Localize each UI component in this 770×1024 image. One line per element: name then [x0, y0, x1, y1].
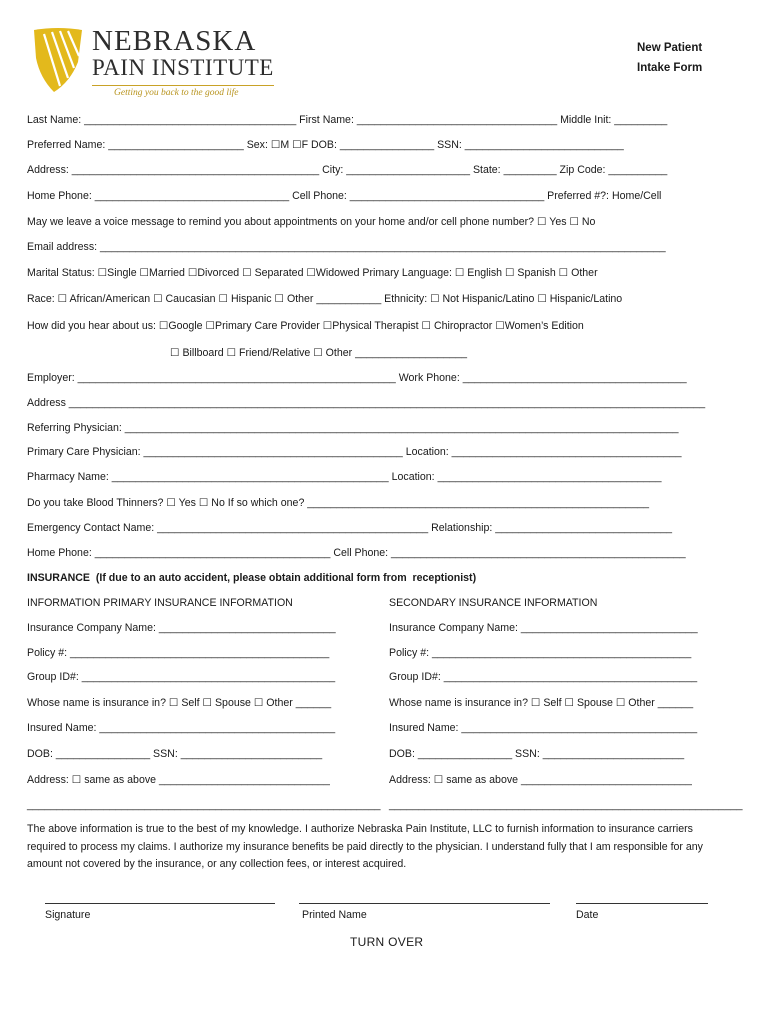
date-line[interactable]	[576, 903, 708, 904]
primary-insurance-title: INFORMATION PRIMARY INSURANCE INFORMATION	[27, 597, 293, 609]
primary-address-line-2[interactable]: ____________________________________________________________	[27, 799, 381, 811]
secondary-address-line-2[interactable]: ____________________________________________________________	[389, 799, 743, 811]
heard-about-field[interactable]: How did you hear about us: ☐Google ☐Primary Care Provider ☐Physical Therapist ☐ Chiropractor ☐Women’s Edition	[27, 320, 584, 332]
marital-status-field[interactable]: Marital Status: ☐Single ☐Married ☐Divorced ☐ Separated ☐Widowed Primary Language: ☐ English ☐ Spanish ☐ Other	[27, 267, 598, 279]
shield-stripes-icon	[30, 26, 86, 96]
home-phone-field[interactable]: Home Phone: _________________________________ Cell Phone: _________________________________ Preferred #?: Home/Cell	[27, 190, 662, 202]
signature-label: Signature	[45, 909, 91, 921]
logo-name-line1: NEBRASKA	[92, 25, 257, 57]
heard-about-field-2[interactable]: ☐ Billboard ☐ Friend/Relative ☐ Other ___________________	[170, 347, 468, 359]
printed-name-line[interactable]	[299, 903, 550, 904]
primary-address-field[interactable]: Address: ☐ same as above _____________________________	[27, 774, 330, 786]
last-name-field[interactable]: Last Name: ____________________________________ First Name: __________________________________ Middle Init: _________	[27, 114, 668, 126]
nebraska-pain-institute-logo	[30, 22, 280, 104]
primary-whose-field[interactable]: Whose name is insurance in? ☐ Self ☐ Spouse ☐ Other ______	[27, 697, 332, 709]
secondary-company-field[interactable]: Insurance Company Name: ______________________________	[389, 622, 698, 634]
pharmacy-field[interactable]: Pharmacy Name: _______________________________________________ Location: ______________________________________	[27, 471, 662, 483]
secondary-group-field[interactable]: Group ID#: ___________________________________________	[389, 671, 698, 683]
employer-field[interactable]: Employer: ______________________________________________________ Work Phone: ______________________________________	[27, 372, 687, 384]
primary-group-field[interactable]: Group ID#: ___________________________________________	[27, 671, 336, 683]
primary-dob-ssn-field[interactable]: DOB: ________________ SSN: ________________________	[27, 748, 323, 760]
home-phone-2-field[interactable]: Home Phone: ________________________________________ Cell Phone: __________________________________________________	[27, 547, 686, 559]
secondary-whose-field[interactable]: Whose name is insurance in? ☐ Self ☐ Spouse ☐ Other ______	[389, 697, 694, 709]
referring-physician-field[interactable]: Referring Physician: ______________________________________________________________________________________________	[27, 422, 679, 434]
date-label: Date	[576, 909, 599, 921]
primary-company-field[interactable]: Insurance Company Name: ______________________________	[27, 622, 336, 634]
preferred-name-field[interactable]: Preferred Name: _______________________ Sex: ☐M ☐F DOB: ________________ SSN: ___________________________	[27, 139, 624, 151]
form-title-line2: Intake Form	[637, 62, 703, 74]
emergency-contact-field[interactable]: Emergency Contact Name: ______________________________________________ Relationship: ______________________________	[27, 522, 673, 534]
form-title-line1: New Patient	[637, 42, 703, 54]
logo-divider	[92, 85, 274, 86]
insurance-heading: INSURANCE (If due to an auto accident, please obtain additional form from receptionist)	[27, 572, 477, 584]
logo-name-line2: PAIN INSTITUTE	[92, 55, 274, 80]
secondary-dob-ssn-field[interactable]: DOB: ________________ SSN: ________________________	[389, 748, 685, 760]
blood-thinners-field[interactable]: Do you take Blood Thinners? ☐ Yes ☐ No If so which one? __________________________________________________________	[27, 497, 649, 509]
primary-insured-field[interactable]: Insured Name: ________________________________________	[27, 722, 336, 734]
printed-name-label: Printed Name	[302, 909, 367, 921]
secondary-insured-field[interactable]: Insured Name: ________________________________________	[389, 722, 698, 734]
race-field[interactable]: Race: ☐ African/American ☐ Caucasian ☐ Hispanic ☐ Other ___________ Ethnicity: ☐ Not Hispanic/Latino ☐ Hispanic/Latino	[27, 293, 623, 305]
secondary-insurance-title: SECONDARY INSURANCE INFORMATION	[389, 597, 598, 609]
primary-policy-field[interactable]: Policy #: ____________________________________________	[27, 647, 330, 659]
secondary-policy-field[interactable]: Policy #: ____________________________________________	[389, 647, 692, 659]
address-field[interactable]: Address: __________________________________________ City: _____________________ State: _________ Zip Code: __________	[27, 164, 668, 176]
primary-care-field[interactable]: Primary Care Physician: ____________________________________________ Location: _______________________________________	[27, 446, 682, 458]
employer-address-field[interactable]: Address ____________________________________________________________________________________________________________	[27, 397, 706, 409]
authorization-statement: The above information is true to the best of my knowledge. I authorize Nebraska Pain Institute, LLC to furnish information to insurance carriers required to process my claims. I authorize my insurance benefits be paid directly to the physician. I understand fully that I am responsible for any amount not covered by the insurance, or any collection fees, or interest acquired.	[27, 823, 703, 870]
secondary-address-field[interactable]: Address: ☐ same as above _____________________________	[389, 774, 692, 786]
signature-line[interactable]	[45, 903, 275, 904]
logo-tagline: Getting you back to the good life	[114, 88, 239, 98]
voice-message-field[interactable]: May we leave a voice message to remind you about appointments on your home and/or cell phone number? ☐ Yes ☐ No	[27, 216, 596, 228]
email-field[interactable]: Email address: ________________________________________________________________________________________________	[27, 241, 666, 253]
turn-over-note: TURN OVER	[350, 935, 424, 949]
